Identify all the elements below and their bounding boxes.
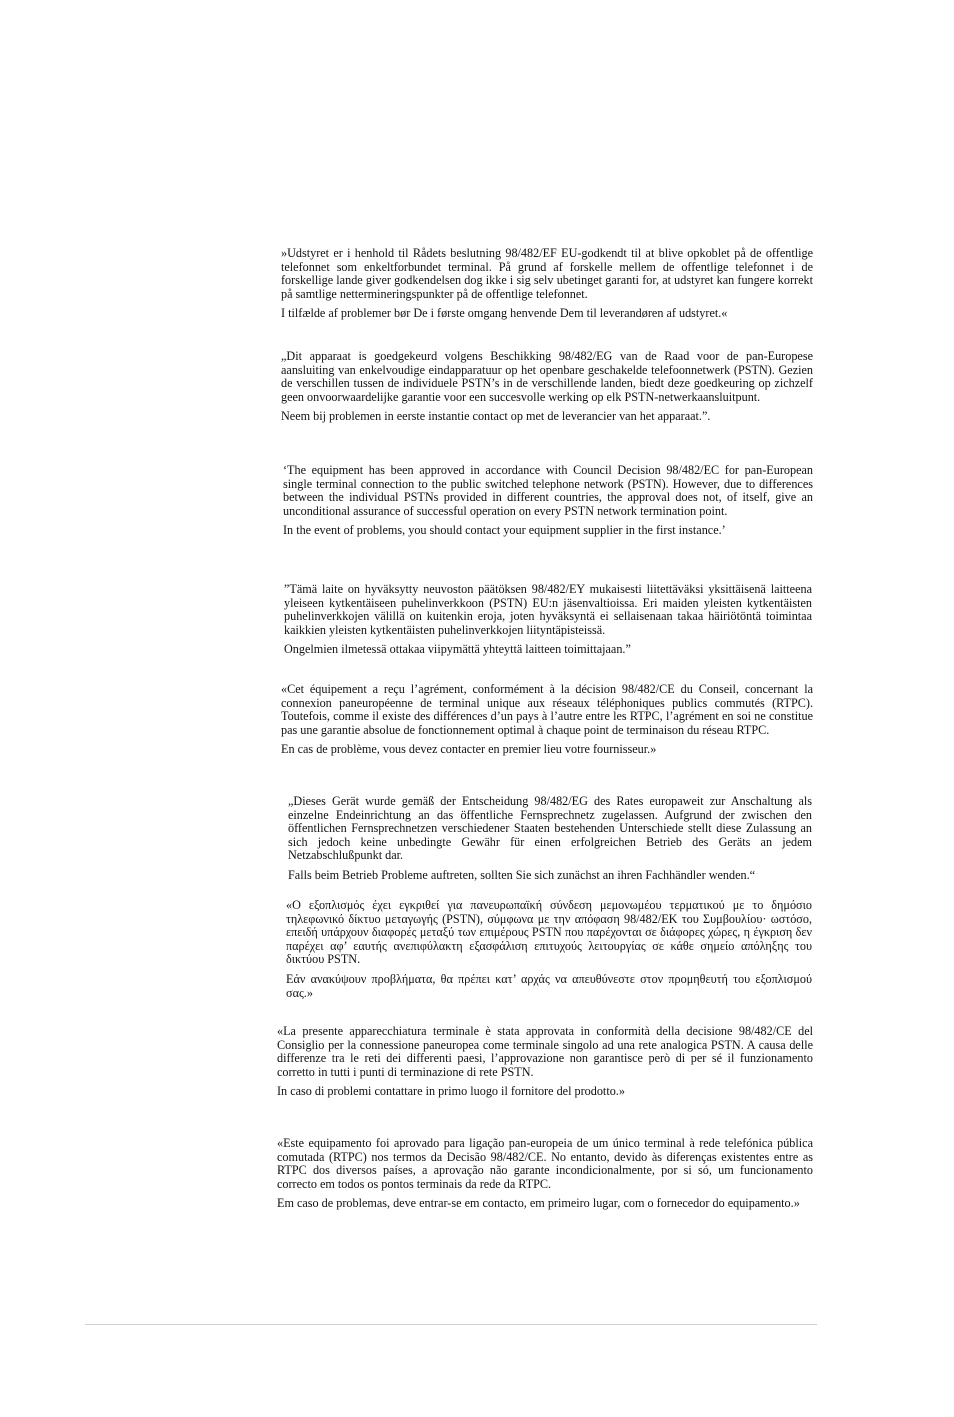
notice-german (288, 795, 812, 883)
notice-finnish (284, 583, 812, 657)
notice-finnish-contact: Ongelmien ilmetessä ottakaa viipymättä yhteyttä laitteen toimittajaan.” (284, 642, 631, 657)
notice-portuguese-contact: Em caso de problemas, deve entrar-se em contacto, em primeiro lugar, com o fornecedor do equipamento.» (277, 1196, 800, 1211)
notice-german-contact: Falls beim Betrieb Probleme auftreten, sollten Sie sich zunächst an ihren Fachhändler wenden.“ (288, 867, 756, 882)
notice-italian-contact: In caso di problemi contattare in primo luogo il fornitore del prodotto.» (277, 1084, 625, 1099)
notice-danish-contact: I tilfælde af problemer bør De i første omgang henvende Dem til leverandøren af udstyret.« (281, 306, 728, 321)
notice-greek (286, 899, 812, 1000)
notice-danish (281, 247, 813, 321)
notice-greek-contact: Εάν ανακύψουν προβλήματα, θα πρέπει κατ’ αρχάς να απευθύνεστε στον προμηθευτή του εξοπλισμού σας.» (286, 971, 812, 1000)
notice-greek-body: «Ο εξοπλισμός έχει εγκριθεί για πανευρωπαϊκή σύνδεση μεμονωμέου τερματικού με το δημόσιο τηλεφωνικό δίκτυο μεταγωγής (PSTN), σύμφωνα με την απόφαση 98/482/ΕΚ του Συμβουλίου· ωστόσο, επειδή υπάρχουν διαφορές μεταξύ των επιμέρους PSTN που παρέχονται σε διάφορες χώρες, η έγκριση δεν παρέχει αφ’ εαυτής ανεπιφύλακτη εξασφάλιση επιτυχούς λειτουργίας σε κάθε σημείο απόληξης του δικτύου PSTN. (286, 898, 812, 967)
notice-english-body: ‘The equipment has been approved in accordance with Council Decision 98/482/EC for pan-European single terminal connection to the public switched telephone network (PSTN). However, due to differences between the individual PSTNs provided in different countries, the approval does not, of itself, give an unconditional assurance of successful operation on every PSTN network termination point. (283, 463, 813, 518)
notice-german-body: „Dieses Gerät wurde gemäß der Entscheidung 98/482/EG des Rates europaweit zur Anschaltung als einzelne Endeinrichtung an das öffentliche Fernsprechnetz zugelassen. Aufgrund der zwischen den öffentlichen Fernsprechnetzen verschiedener Staaten bestehenden Unterschiede stellt diese Zulassung an sich jedoch keine unbedingte Gewähr für einen erfolgreichen Betrieb des Geräts an jedem Netzabschlußpunkt dar. (288, 794, 812, 863)
notice-french-body: «Cet équipement a reçu l’agrément, conformément à la décision 98/482/CE du Conseil, concernant la connexion paneuropéenne de terminal unique aux réseaux téléphoniques publics commutés (RTPC). Toutefois, comme il existe des différences d’un pays à l’autre entre les RTPC, l’agrément en soi ne constitue pas une garantie absolue de fonctionnement optimal à chaque point de terminaison du réseau RTPC. (281, 682, 813, 737)
notice-english (283, 464, 813, 538)
notice-french-contact: En cas de problème, vous devez contacter en premier lieu votre fournisseur.» (281, 742, 657, 757)
footer-divider (85, 1324, 817, 1325)
notice-dutch (281, 350, 813, 424)
notice-italian-body: «La presente apparecchiatura terminale è stata approvata in conformità della decisione 98/482/CE del Consiglio per la connessione paneuropea come terminale singolo ad una rete analogica PSTN. A causa delle differenze tra le reti dei differenti paesi, l’approvazione non garantisce però di per sé il funzionamento corretto in tutti i punti di terminazione di rete PSTN. (277, 1024, 813, 1079)
notice-portuguese (277, 1137, 813, 1211)
notice-french (281, 683, 813, 757)
notice-english-contact: In the event of problems, you should contact your equipment supplier in the first instance.’ (283, 523, 726, 538)
notice-portuguese-body: «Este equipamento foi aprovado para ligação pan-europeia de um único terminal à rede telefónica pública comutada (RTPC) nos termos da Decisão 98/482/CE. No entanto, devido às diferenças existentes entre as RTPC dos diversos países, a aprovação não garante incondicionalmente, por si só, um funcionamento correcto em todos os pontos terminais da rede da RTPC. (277, 1136, 813, 1191)
notice-dutch-contact: Neem bij problemen in eerste instantie contact op met de leverancier van het apparaat.”. (281, 409, 711, 424)
notice-danish-body: »Udstyret er i henhold til Rådets beslutning 98/482/EF EU-godkendt til at blive opkoblet på de offentlige telefonnet som enkeltforbundet terminal. På grund af forskelle mellem de offentlige telefonnet i de forskellige lande giver godkendelsen dog ikke i sig selv ubetinget garanti for, at udstyret kan fungere korrekt på samtlige nettermineringspunkter på de offentlige telefonnet. (281, 246, 813, 301)
notice-finnish-body: ”Tämä laite on hyväksytty neuvoston päätöksen 98/482/EY mukaisesti liitettäväksi yksittäisenä laitteena yleiseen kytkentäiseen puhelinverkkoon (PSTN) EU:n jäsenvaltioissa. Eri maiden yleisten kytkentäisten puhelinverkkojen välillä on kuitenkin eroja, joten hyväksyntä ei sellaisenaan takaa häiriötöntä toimintaa kaikkien yleisten kytkentäisten puhelinverkkojen liityntäpisteissä. (284, 582, 812, 637)
notice-italian (277, 1025, 813, 1099)
notice-dutch-body: „Dit apparaat is goedgekeurd volgens Beschikking 98/482/EG van de Raad voor de pan-Europese aansluiting van enkelvoudige eindapparatuur op het openbare geschakelde telefoonnetwerk (PSTN). Gezien de verschillen tussen de individuele PSTN’s in de verschillende landen, biedt deze goedkeuring op zichzelf geen onvoorwaardelijke garantie voor een succesvolle werking op elk PSTN-netwerkaansluitpunt. (281, 349, 813, 404)
